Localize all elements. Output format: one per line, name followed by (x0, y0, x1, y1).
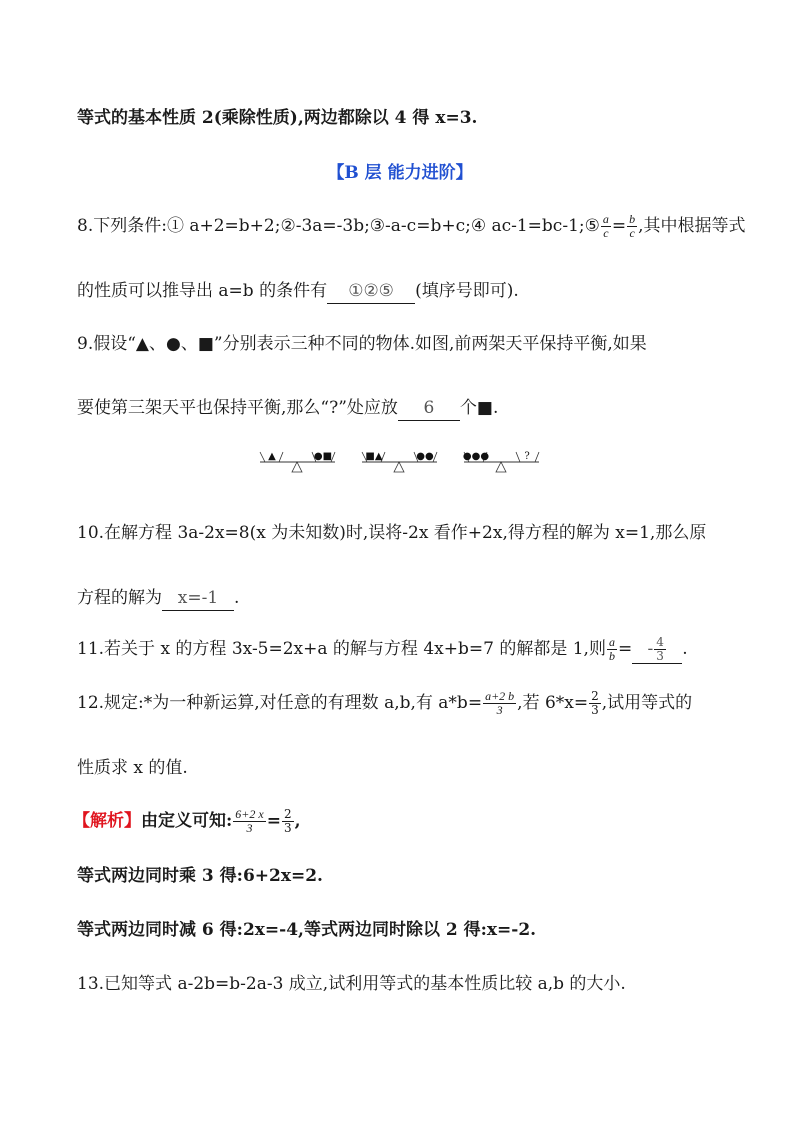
q8-equals: = (611, 216, 627, 236)
q10-answer: x=-1 (162, 586, 234, 611)
solution-comma: , (294, 811, 301, 831)
balance-scale-1 (260, 451, 335, 472)
q9-line2-post: 个■. (459, 398, 499, 418)
q8-line2-text: 的性质可以推导出 a=b 的条件有 (77, 281, 328, 301)
q9-line2-text: 要使第三架天平也保持平衡,那么“?”处应放 (77, 398, 398, 418)
q8-answer: ①②⑤ (327, 279, 415, 304)
balance-scale-3 (463, 451, 539, 472)
solution-text: 由定义可知: (141, 811, 233, 831)
question-13: 13.已知等式 a-2b=b-2a-3 成立,试利用等式的基本性质比较 a,b 的大小. (77, 974, 626, 994)
q11-fraction-a-over-b: $\frac{a}{b}$ (608, 635, 615, 663)
q11-answer: - $\frac{4}{3}$ (632, 636, 682, 664)
q8-fraction-b-over-c: $\frac{b}{c}$ (629, 212, 636, 240)
balance-scale-2 (362, 451, 437, 472)
balance-scales-figure (255, 440, 555, 480)
q9-answer: 6 (398, 396, 460, 421)
q11-text: 11.若关于 x 的方程 3x-5=2x+a 的解与方程 4x+b=7 的解都是 1,则 (77, 639, 606, 659)
question-10-line1: 10.在解方程 3a-2x=8(x 为未知数)时,误将-2x 看作+2x,得方程的解为 x=1,那么原 (77, 523, 707, 543)
question-9-line2 (77, 396, 740, 421)
question-12-line1 (77, 690, 740, 717)
solution-line1 (73, 808, 740, 835)
scale-2-left-pan: ■▲ (365, 451, 383, 462)
question-8-line2 (77, 279, 740, 304)
q8-fraction-a-over-c: $\frac{a}{c}$ (602, 212, 609, 240)
q12-fraction-two-thirds: $\frac{2}{3}$ (591, 689, 599, 717)
scale-2-right-pan: ●● (416, 451, 434, 462)
question-12-line2: 性质求 x 的值. (77, 758, 188, 778)
scale-3-right-pan: ? (524, 451, 530, 462)
q12-text-mid: ,若 6*x= (517, 693, 589, 713)
q8-text: 8.下列条件:① a+2=b+2;②-3a=-3b;③-a-c=b+c;④ ac-1=bc-1;⑤ (77, 216, 600, 236)
question-8-line1 (77, 212, 746, 240)
q12-text: 12.规定:*为一种新运算,对任意的有理数 a,b,有 a*b= (77, 693, 483, 713)
q12-fraction-def: $\frac{a+2 b}{3}$ (485, 689, 515, 717)
solution-fraction-lhs: $\frac{6+2 x}{3}$ (235, 807, 264, 835)
solution-line2: 等式两边同时乘 3 得:6+2x=2. (77, 866, 323, 886)
scale-3-left-pan: ●●● (462, 451, 490, 462)
q11-post: . (682, 639, 688, 659)
section-title: 【B 层 能力进阶】 (327, 163, 473, 183)
question-11 (77, 636, 740, 664)
solution-fraction-rhs: $\frac{2}{3}$ (283, 807, 292, 835)
solution-tag: 【解析】 (73, 811, 141, 831)
scale-1-left-pan: ▲ (268, 451, 276, 462)
q10-line2-text: 方程的解为 (77, 588, 162, 608)
q10-line2-post: . (234, 588, 240, 608)
q8-line2-post: (填序号即可). (415, 281, 519, 301)
solution-equals: = (266, 811, 281, 831)
q11-equals: = (617, 639, 633, 659)
q12-text-post: ,试用等式的 (601, 693, 693, 713)
question-9-line1: 9.假设“▲、●、■”分别表示三种不同的物体.如图,前两架天平保持平衡,如果 (77, 334, 647, 354)
q8-text-post: ,其中根据等式 (638, 216, 746, 236)
scale-1-right-pan: ●■ (313, 451, 333, 462)
solution-line-prev: 等式的基本性质 2(乘除性质),两边都除以 4 得 x=3. (77, 108, 478, 128)
solution-line3: 等式两边同时减 6 得:2x=-4,等式两边同时除以 2 得:x=-2. (77, 920, 537, 940)
question-10-line2 (77, 586, 740, 611)
